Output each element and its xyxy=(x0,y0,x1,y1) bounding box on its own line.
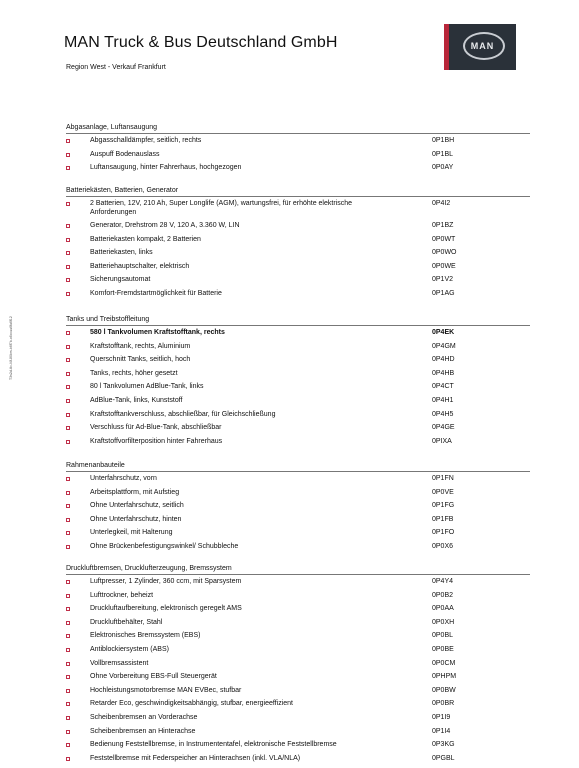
item-label: Retarder Eco, geschwindigkeitsabhängig, stufbar, energieeffizient xyxy=(90,700,293,708)
section-title: Tanks und Treibstoffleitung xyxy=(66,315,530,326)
item-label: Querschnitt Tanks, seitlich, hoch xyxy=(90,356,191,364)
checkbox-square-icon xyxy=(66,580,70,584)
item-label: 80 l Tankvolumen AdBlue-Tank, links xyxy=(90,383,204,391)
checkbox-square-icon xyxy=(66,648,70,652)
item-label: Ohne Brückenbefestigungswinkel/ Schubbleche xyxy=(90,543,239,550)
item-code: 0P0VE xyxy=(432,488,454,496)
item-label: 580 l Tankvolumen Kraftstofftank, rechts xyxy=(90,329,225,336)
item-label: Druckluftbehälter, Stahl xyxy=(90,618,163,626)
checkbox-square-icon xyxy=(66,399,70,403)
item-code: 0P4HD xyxy=(432,356,455,364)
item-code: 0P1FB xyxy=(432,515,454,523)
item-code: 0P1AG xyxy=(432,290,455,297)
item-code: 0PIXA xyxy=(432,437,452,445)
checkbox-square-icon xyxy=(66,224,70,228)
checkbox-square-icon xyxy=(66,345,70,349)
checkbox-square-icon xyxy=(66,372,70,376)
item-label: AdBlue-Tank, links, Kunststoff xyxy=(90,397,183,404)
item-label: Komfort-Fremdstartmöglichkeit für Batterie xyxy=(90,290,222,297)
item-code: 0P4I2 xyxy=(432,200,451,207)
item-code: 0P1FG xyxy=(432,502,455,510)
item-code: 0P4CT xyxy=(432,383,454,391)
checkbox-square-icon xyxy=(66,743,70,747)
item-code: 0P4Y4 xyxy=(432,578,454,585)
checkbox-square-icon xyxy=(66,426,70,430)
item-label: Kraftstofftank, rechts, Aluminium xyxy=(90,342,191,350)
checkbox-square-icon xyxy=(66,689,70,693)
item-label: Tanks, rechts, höher gesetzt xyxy=(90,369,178,377)
item-label: Unterfahrschutz, vorn xyxy=(90,475,157,482)
item-code: 0P0B2 xyxy=(432,591,454,599)
item-label: Lufttrockner, beheizt xyxy=(90,591,154,599)
item-label: Verschluss für Ad-Blue-Tank, abschließbar xyxy=(90,424,222,432)
checkbox-square-icon xyxy=(66,265,70,269)
logo-text: MAN xyxy=(470,41,495,51)
item-code: 0P0BE xyxy=(432,646,454,653)
item-label: Druckluftaufbereitung, elektronisch geregelt AMS xyxy=(90,605,242,613)
item-code: 0P0BL xyxy=(432,632,454,640)
company-name: MAN Truck & Bus Deutschland GmbH xyxy=(64,34,338,51)
item-label: Arbeitsplattform, mit Aufstieg xyxy=(90,488,180,496)
item-code: 0P0WE xyxy=(432,262,456,270)
item-code: 0P0AA xyxy=(432,605,454,613)
checkbox-square-icon xyxy=(66,139,70,143)
checkbox-square-icon xyxy=(66,594,70,598)
item-label: Bedienung Feststellbremse, in Instrumententafel, elektronische Feststellbremse xyxy=(90,741,337,749)
item-label: Kraftstoffvorfilterposition hinter Fahrerhaus xyxy=(90,437,223,445)
section-title: Druckluftbremsen, Drucklufterzeugung, Bremssystem xyxy=(66,564,530,575)
item-code: 0P1FO xyxy=(432,529,455,537)
item-code: 0P1V2 xyxy=(432,276,454,284)
item-label: Sicherungsautomat xyxy=(90,276,151,284)
item-code: 0P4H1 xyxy=(432,397,454,404)
checkbox-square-icon xyxy=(66,607,70,611)
item-code: 0P0X6 xyxy=(432,543,454,550)
item-label: Batteriekasten kompakt, 2 Batterien xyxy=(90,235,201,243)
checkbox-square-icon xyxy=(66,730,70,734)
checkbox-square-icon xyxy=(66,491,70,495)
checkbox-square-icon xyxy=(66,202,70,206)
item-code: 0P1BL xyxy=(432,150,454,158)
checkbox-square-icon xyxy=(66,757,70,761)
item-label: Luftpresser, 1 Zylinder, 360 ccm, mit Sparsystem xyxy=(90,578,242,585)
checkbox-square-icon xyxy=(66,531,70,535)
item-label: Ohne Unterfahrschutz, hinten xyxy=(90,515,182,523)
checkbox-square-icon xyxy=(66,662,70,666)
item-code: 0P1BZ xyxy=(432,222,454,229)
checkbox-square-icon xyxy=(66,675,70,679)
item-code: 0P0CM xyxy=(432,659,456,667)
checkbox-square-icon xyxy=(66,238,70,242)
checkbox-square-icon xyxy=(66,504,70,508)
item-label: Scheibenbremsen an Vorderachse xyxy=(90,714,198,721)
item-label: Auspuff Bodenauslass xyxy=(90,150,160,158)
item-code: 0P0BW xyxy=(432,686,456,694)
item-code: 0P1I9 xyxy=(432,714,451,721)
side-reference-text: T3s2d-ilic-l4f-80brs-b6f7b-o6ccuu6fu6f12 xyxy=(9,316,13,380)
item-label: Elektronisches Bremssystem (EBS) xyxy=(90,632,201,640)
item-code: 0PGBL xyxy=(432,754,455,762)
checkbox-square-icon xyxy=(66,385,70,389)
checkbox-square-icon xyxy=(66,278,70,282)
item-label: Hochleistungsmotorbremse MAN EVBec, stufbar xyxy=(90,686,242,694)
section-title: Abgasanlage, Luftansaugung xyxy=(66,123,530,134)
item-label: Ohne Vorbereitung EBS-Full Steuergerät xyxy=(90,673,217,681)
item-label: Luftansaugung, hinter Fahrerhaus, hochgezogen xyxy=(90,164,242,172)
checkbox-square-icon xyxy=(66,518,70,522)
item-code: 0P4HB xyxy=(432,369,455,377)
checkbox-square-icon xyxy=(66,358,70,362)
item-label: Antiblockiersystem (ABS) xyxy=(90,646,169,653)
region-label: Region West - Verkauf Frankfurt xyxy=(66,64,166,71)
item-label: Unterlegkeil, mit Halterung xyxy=(90,529,173,537)
item-label: Vollbremsassistent xyxy=(90,659,149,667)
item-label: Batteriehauptschalter, elektrisch xyxy=(90,262,190,270)
item-code: 0PHPM xyxy=(432,673,457,681)
section-title: Batteriekästen, Batterien, Generator xyxy=(66,186,530,197)
man-logo xyxy=(444,24,516,70)
item-code: 0P1BH xyxy=(432,137,455,144)
item-label: Ohne Unterfahrschutz, seitlich xyxy=(90,502,184,510)
item-label: Batteriekasten, links xyxy=(90,249,153,257)
item-code: 0P4GE xyxy=(432,424,455,432)
item-label: Kraftstofftankverschluss, abschließbar, für Gleichschließung xyxy=(90,410,276,418)
item-code: 0P3KG xyxy=(432,741,455,749)
checkbox-square-icon xyxy=(66,440,70,444)
checkbox-square-icon xyxy=(66,331,70,335)
item-code: 0P0AY xyxy=(432,164,454,172)
section-title: Rahmenanbauteile xyxy=(66,461,530,472)
item-code: 0P1I4 xyxy=(432,727,451,735)
checkbox-square-icon xyxy=(66,166,70,170)
item-label: Scheibenbremsen an Hinterachse xyxy=(90,727,196,735)
item-label: Feststellbremse mit Federspeicher an Hinterachsen (inkl. VLA/NLA) xyxy=(90,754,301,762)
checkbox-square-icon xyxy=(66,251,70,255)
checkbox-square-icon xyxy=(66,477,70,481)
checkbox-square-icon xyxy=(66,634,70,638)
item-label: Generator, Drehstrom 28 V, 120 A, 3.360 W, LIN xyxy=(90,222,240,229)
item-code: 0P4EK xyxy=(432,329,455,336)
checkbox-square-icon xyxy=(66,545,70,549)
item-code: 0P1FN xyxy=(432,475,454,482)
checkbox-square-icon xyxy=(66,702,70,706)
item-code: 0P0BR xyxy=(432,700,455,708)
item-code: 0P0WT xyxy=(432,235,456,243)
checkbox-square-icon xyxy=(66,716,70,720)
checkbox-square-icon xyxy=(66,621,70,625)
item-label: 2 Batterien, 12V, 210 Ah, Super Longlife (AGM), wartungsfrei, für erhöhte elektrische Anforderungen xyxy=(90,200,352,216)
item-code: 0P4GM xyxy=(432,342,456,350)
checkbox-square-icon xyxy=(66,292,70,296)
item-code: 0P4H5 xyxy=(432,410,454,418)
item-label: Abgasschalldämpfer, seitlich, rechts xyxy=(90,137,202,144)
item-code: 0P0WO xyxy=(432,249,457,257)
item-code: 0P0XH xyxy=(432,618,455,626)
checkbox-square-icon xyxy=(66,413,70,417)
checkbox-square-icon xyxy=(66,153,70,157)
